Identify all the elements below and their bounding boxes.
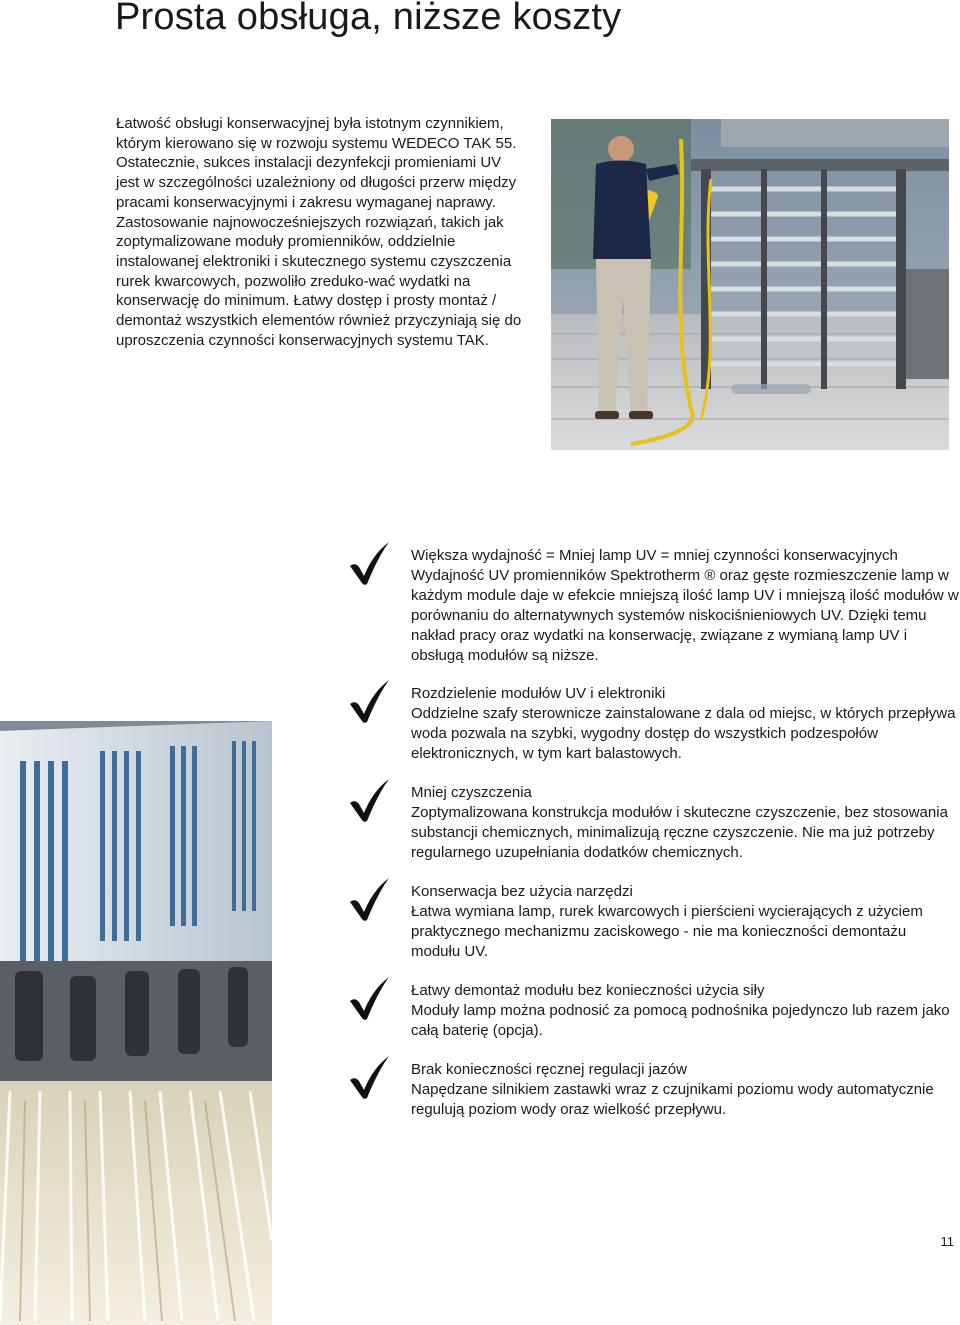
feature-item xyxy=(411,882,959,962)
checkmark-icon xyxy=(347,777,391,823)
feature-body: Napędzane silnikiem zastawki wraz z czujnikami poziomu wody automatycznie regulują poziom wody oraz wielkość przepływu. xyxy=(411,1081,934,1118)
checkmark-icon xyxy=(347,540,391,586)
page-title: Prosta obsługa, niższe koszty xyxy=(115,0,622,38)
checkmark-icon xyxy=(347,975,391,1021)
checkmark-icon xyxy=(347,678,391,724)
checkmark-icon xyxy=(347,876,391,922)
water-weir-photo xyxy=(0,721,272,1325)
feature-body: Wydajność UV promienników Spektrotherm ® oraz gęste rozmieszczenie lamp w każdym module daje w efekcie mniejszą ilość lamp UV i mniejszą ilość modułów w porównaniu do alternatywnych systemów niskociśnieniowych UV. Dzięki temu nakład pracy oraz wydatki na konserwację, związane z wymianą lamp UV i obsługą modułów są niższe. xyxy=(411,567,959,664)
feature-title: Łatwy demontaż modułu bez konieczności użycia siły xyxy=(411,982,765,999)
intro-paragraph: Łatwość obsługi konserwacyjnej była istotnym czynnikiem, którym kierowano się w rozwoju systemu WEDECO TAK 55. Ostatecznie, sukces instalacji dezynfekcji promieniami UV jest w szczególności uzależniony od długości przerw między pracami konserwacyjnymi i zakresu wymaganej naprawy. Zastosowanie najnowocześniejszych rozwiązań, takich jak zoptymalizowane moduły promienników, oddzielnie instalowanej elektroniki i skutecznego systemu czyszczenia rurek kwarcowych, pozwoliło zreduko-wać wydatki na konserwację do minimum. Łatwy dostęp i prosty montaż / demontaż wszystkich elementów również przyczyniają się do uproszczenia czynności konserwacyjnych systemu TAK. xyxy=(116,115,522,349)
checkmark-icon xyxy=(347,1054,391,1100)
feature-title: Rozdzielenie modułów UV i elektroniki xyxy=(411,685,666,702)
feature-title: Mniej czyszczenia xyxy=(411,784,532,801)
feature-item xyxy=(411,684,959,764)
feature-body: Moduły lamp można podnosić za pomocą podnośnika pojedynczo lub razem jako całą baterię (opcja). xyxy=(411,1002,950,1039)
feature-item xyxy=(411,783,959,863)
feature-body: Łatwa wymiana lamp, rurek kwarcowych i pierścieni wycierających z użyciem praktycznego mechanizmu zaciskowego - nie ma konieczności demontażu modułu UV. xyxy=(411,903,923,960)
feature-title: Konserwacja bez użycia narzędzi xyxy=(411,883,633,900)
feature-item xyxy=(411,981,959,1041)
feature-body: Zoptymalizowana konstrukcja modułów i skuteczne czyszczenie, bez stosowania substancji chemicznych, minimalizują ręczne czyszczenie. Nie ma już potrzeby regularnego uzupełniania dodatków chemicznych. xyxy=(411,804,948,861)
feature-body: Oddzielne szafy sterownicze zainstalowane z dala od miejsc, w których przepływa woda pozwala na szybki, wygodny dostęp do wszystkich podzespołów elektronicznych, w tym kart balastowych. xyxy=(411,705,956,762)
feature-item xyxy=(411,546,959,666)
feature-item xyxy=(411,1060,959,1120)
page-number: 11 xyxy=(940,1234,954,1249)
feature-title: Brak konieczności ręcznej regulacji jazów xyxy=(411,1061,687,1078)
feature-title: Większa wydajność = Mniej lamp UV = mniej czynności konserwacyjnych xyxy=(411,547,898,564)
technician-uv-module-photo xyxy=(551,119,949,450)
